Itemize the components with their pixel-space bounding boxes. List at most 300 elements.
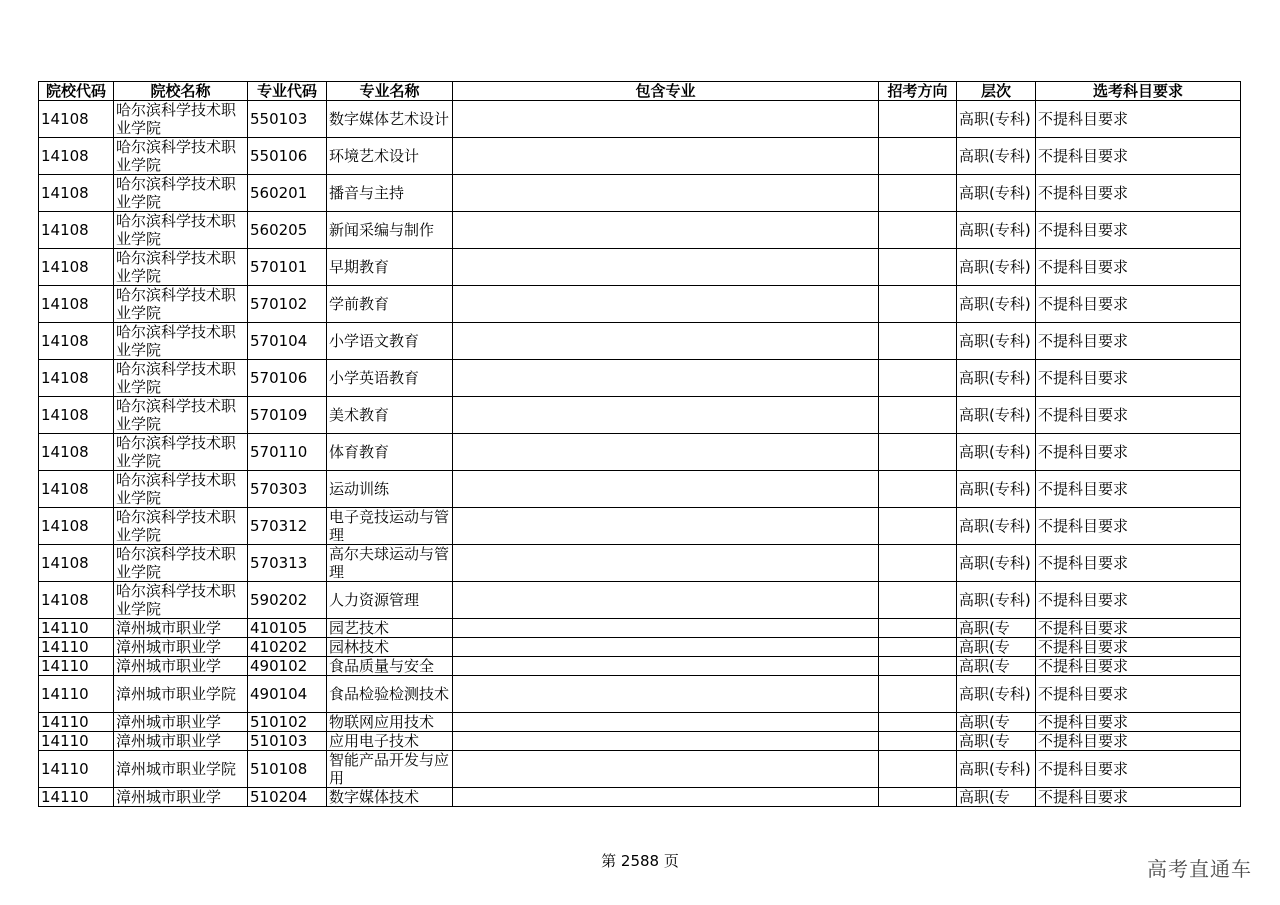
cell-school-code bbox=[39, 788, 114, 807]
cell-school-code-text: 14110 bbox=[41, 713, 89, 731]
cell-major-code-text: 570104 bbox=[250, 332, 308, 350]
cell-subject-requirement-text: 不提科目要求 bbox=[1038, 480, 1129, 498]
cell-major-name bbox=[327, 397, 453, 434]
cell-school-name bbox=[114, 434, 248, 471]
cell-school-name bbox=[114, 657, 248, 676]
cell-level bbox=[957, 619, 1036, 638]
cell-school-name bbox=[114, 638, 248, 657]
cell-major-code bbox=[248, 101, 327, 138]
cell-subject-requirement-text: 不提科目要求 bbox=[1038, 638, 1129, 656]
cell-major-code bbox=[248, 138, 327, 175]
cell-major-code-text: 510102 bbox=[250, 713, 308, 731]
cell-major-code bbox=[248, 175, 327, 212]
cell-subject-requirement-text: 不提科目要求 bbox=[1038, 657, 1129, 675]
cell-school-code bbox=[39, 101, 114, 138]
cell-major-code-text: 570106 bbox=[250, 369, 308, 387]
cell-major-code bbox=[248, 471, 327, 508]
cell-major-code bbox=[248, 323, 327, 360]
cell-major-name bbox=[327, 434, 453, 471]
cell-school-code bbox=[39, 434, 114, 471]
header-included-majors: 包含专业 bbox=[453, 82, 879, 101]
cell-subject-requirement bbox=[1036, 713, 1241, 732]
cell-subject-requirement-text: 不提科目要求 bbox=[1038, 221, 1129, 239]
cell-school-name bbox=[114, 397, 248, 434]
cell-included-majors bbox=[453, 175, 879, 212]
cell-included-majors bbox=[453, 397, 879, 434]
table-row bbox=[39, 619, 1241, 638]
cell-school-code bbox=[39, 657, 114, 676]
cell-level-text: 高职(专科) bbox=[959, 760, 1031, 778]
table-row bbox=[39, 508, 1241, 545]
cell-major-code bbox=[248, 545, 327, 582]
cell-major-code-text: 570312 bbox=[250, 517, 308, 535]
cell-subject-requirement-text: 不提科目要求 bbox=[1038, 332, 1129, 350]
cell-subject-requirement bbox=[1036, 657, 1241, 676]
cell-school-code-text: 14108 bbox=[41, 591, 89, 609]
cell-direction bbox=[879, 657, 957, 676]
cell-school-name-text: 哈尔滨科学技术职业学院 bbox=[116, 508, 237, 544]
cell-major-name-text: 小学语文教育 bbox=[329, 332, 420, 350]
cell-major-code bbox=[248, 751, 327, 788]
header-level: 层次 bbox=[957, 82, 1036, 101]
cell-school-name-text: 哈尔滨科学技术职业学院 bbox=[116, 582, 237, 618]
cell-major-code-text: 570303 bbox=[250, 480, 308, 498]
cell-school-name bbox=[114, 101, 248, 138]
cell-included-majors bbox=[453, 638, 879, 657]
cell-subject-requirement bbox=[1036, 360, 1241, 397]
cell-subject-requirement-text: 不提科目要求 bbox=[1038, 110, 1129, 128]
cell-included-majors bbox=[453, 657, 879, 676]
table-row bbox=[39, 471, 1241, 508]
cell-subject-requirement bbox=[1036, 508, 1241, 545]
cell-included-majors bbox=[453, 732, 879, 751]
cell-school-name-text: 漳州城市职业学 bbox=[116, 619, 222, 637]
cell-direction bbox=[879, 138, 957, 175]
cell-subject-requirement-text: 不提科目要求 bbox=[1038, 554, 1129, 572]
cell-level-text: 高职(专科) bbox=[959, 184, 1031, 202]
cell-major-name bbox=[327, 638, 453, 657]
cell-major-name-text: 人力资源管理 bbox=[329, 591, 420, 609]
cell-direction bbox=[879, 638, 957, 657]
cell-major-name bbox=[327, 676, 453, 713]
cell-school-code-text: 14110 bbox=[41, 760, 89, 778]
table-row bbox=[39, 545, 1241, 582]
cell-subject-requirement bbox=[1036, 545, 1241, 582]
cell-major-code-text: 490104 bbox=[250, 685, 308, 703]
cell-level bbox=[957, 657, 1036, 676]
cell-major-code bbox=[248, 676, 327, 713]
cell-school-code bbox=[39, 545, 114, 582]
cell-school-name-text: 哈尔滨科学技术职业学院 bbox=[116, 323, 237, 359]
cell-included-majors bbox=[453, 249, 879, 286]
cell-major-name bbox=[327, 360, 453, 397]
cell-major-code-text: 560205 bbox=[250, 221, 308, 239]
table-row bbox=[39, 713, 1241, 732]
cell-school-code-text: 14110 bbox=[41, 788, 89, 806]
cell-subject-requirement-text: 不提科目要求 bbox=[1038, 713, 1129, 731]
cell-major-name bbox=[327, 582, 453, 619]
cell-level-text: 高职(专 bbox=[959, 732, 1010, 750]
cell-subject-requirement-text: 不提科目要求 bbox=[1038, 406, 1129, 424]
cell-major-code-text: 570109 bbox=[250, 406, 308, 424]
cell-level bbox=[957, 286, 1036, 323]
cell-school-name-text: 哈尔滨科学技术职业学院 bbox=[116, 212, 237, 248]
cell-subject-requirement bbox=[1036, 471, 1241, 508]
table-row bbox=[39, 751, 1241, 788]
cell-major-name-text: 数字媒体艺术设计 bbox=[329, 110, 450, 128]
table-row bbox=[39, 323, 1241, 360]
cell-level-text: 高职(专科) bbox=[959, 110, 1031, 128]
cell-direction bbox=[879, 286, 957, 323]
cell-major-code bbox=[248, 397, 327, 434]
page-number: 第 2588 页 bbox=[601, 852, 679, 870]
cell-school-code bbox=[39, 397, 114, 434]
cell-school-code-text: 14108 bbox=[41, 406, 89, 424]
cell-level-text: 高职(专科) bbox=[959, 685, 1031, 703]
cell-level bbox=[957, 175, 1036, 212]
cell-level bbox=[957, 360, 1036, 397]
cell-school-code-text: 14108 bbox=[41, 443, 89, 461]
cell-subject-requirement-text: 不提科目要求 bbox=[1038, 788, 1129, 806]
cell-level-text: 高职(专科) bbox=[959, 221, 1031, 239]
cell-level-text: 高职(专 bbox=[959, 619, 1010, 637]
cell-subject-requirement-text: 不提科目要求 bbox=[1038, 685, 1129, 703]
cell-school-name bbox=[114, 788, 248, 807]
cell-level bbox=[957, 138, 1036, 175]
cell-included-majors bbox=[453, 101, 879, 138]
cell-level bbox=[957, 471, 1036, 508]
cell-major-name bbox=[327, 788, 453, 807]
cell-school-name-text: 漳州城市职业学 bbox=[116, 788, 222, 806]
table-row bbox=[39, 286, 1241, 323]
cell-major-name-text: 食品检验检测技术 bbox=[329, 685, 450, 703]
cell-direction bbox=[879, 323, 957, 360]
cell-level bbox=[957, 212, 1036, 249]
cell-school-code-text: 14108 bbox=[41, 554, 89, 572]
cell-school-name-text: 哈尔滨科学技术职业学院 bbox=[116, 360, 237, 396]
cell-level bbox=[957, 249, 1036, 286]
cell-direction bbox=[879, 732, 957, 751]
header-row bbox=[39, 82, 1241, 101]
cell-level-text: 高职(专 bbox=[959, 657, 1010, 675]
cell-level-text: 高职(专 bbox=[959, 788, 1010, 806]
header-major-name: 专业名称 bbox=[327, 82, 453, 101]
table-row bbox=[39, 397, 1241, 434]
cell-subject-requirement bbox=[1036, 101, 1241, 138]
cell-major-name-text: 食品质量与安全 bbox=[329, 657, 435, 675]
cell-subject-requirement-text: 不提科目要求 bbox=[1038, 184, 1129, 202]
cell-school-name-text: 哈尔滨科学技术职业学院 bbox=[116, 397, 237, 433]
cell-school-name bbox=[114, 676, 248, 713]
cell-school-name-text: 漳州城市职业学院 bbox=[116, 760, 237, 778]
table-row bbox=[39, 360, 1241, 397]
cell-major-name bbox=[327, 732, 453, 751]
cell-subject-requirement bbox=[1036, 582, 1241, 619]
cell-subject-requirement bbox=[1036, 212, 1241, 249]
cell-subject-requirement-text: 不提科目要求 bbox=[1038, 295, 1129, 313]
cell-major-code bbox=[248, 619, 327, 638]
cell-major-code-text: 550103 bbox=[250, 110, 308, 128]
cell-major-name bbox=[327, 212, 453, 249]
cell-major-code-text: 570101 bbox=[250, 258, 308, 276]
cell-school-code-text: 14108 bbox=[41, 295, 89, 313]
cell-school-name-text: 哈尔滨科学技术职业学院 bbox=[116, 175, 237, 211]
cell-school-code-text: 14110 bbox=[41, 732, 89, 750]
cell-major-code-text: 570102 bbox=[250, 295, 308, 313]
cell-school-name-text: 漳州城市职业学 bbox=[116, 732, 222, 750]
cell-major-name bbox=[327, 323, 453, 360]
cell-major-code-text: 550106 bbox=[250, 147, 308, 165]
cell-school-name-text: 哈尔滨科学技术职业学院 bbox=[116, 545, 237, 581]
cell-level-text: 高职(专科) bbox=[959, 406, 1031, 424]
cell-school-code bbox=[39, 732, 114, 751]
header-school-code: 院校代码 bbox=[39, 82, 114, 101]
table-row bbox=[39, 582, 1241, 619]
cell-level-text: 高职(专科) bbox=[959, 369, 1031, 387]
cell-school-code-text: 14108 bbox=[41, 369, 89, 387]
cell-included-majors bbox=[453, 471, 879, 508]
cell-school-code bbox=[39, 323, 114, 360]
cell-school-name bbox=[114, 508, 248, 545]
cell-school-code-text: 14108 bbox=[41, 110, 89, 128]
cell-major-name-text: 智能产品开发与应用 bbox=[329, 751, 450, 787]
cell-major-name bbox=[327, 175, 453, 212]
cell-major-code-text: 570313 bbox=[250, 554, 308, 572]
cell-subject-requirement-text: 不提科目要求 bbox=[1038, 369, 1129, 387]
table-row bbox=[39, 212, 1241, 249]
cell-major-name-text: 电子竞技运动与管理 bbox=[329, 508, 450, 544]
cell-level-text: 高职(专科) bbox=[959, 258, 1031, 276]
table-row bbox=[39, 676, 1241, 713]
cell-major-code-text: 410202 bbox=[250, 638, 308, 656]
cell-major-name-text: 美术教育 bbox=[329, 406, 390, 424]
cell-subject-requirement-text: 不提科目要求 bbox=[1038, 591, 1129, 609]
cell-school-name bbox=[114, 545, 248, 582]
admission-table bbox=[38, 81, 1241, 807]
cell-level-text: 高职(专科) bbox=[959, 480, 1031, 498]
cell-major-name-text: 早期教育 bbox=[329, 258, 390, 276]
cell-subject-requirement-text: 不提科目要求 bbox=[1038, 760, 1129, 778]
cell-level-text: 高职(专科) bbox=[959, 443, 1031, 461]
cell-school-name-text: 哈尔滨科学技术职业学院 bbox=[116, 138, 237, 174]
cell-school-code-text: 14110 bbox=[41, 619, 89, 637]
cell-school-name bbox=[114, 138, 248, 175]
cell-major-code-text: 560201 bbox=[250, 184, 308, 202]
cell-major-name-text: 园艺技术 bbox=[329, 619, 390, 637]
cell-subject-requirement bbox=[1036, 434, 1241, 471]
cell-level bbox=[957, 751, 1036, 788]
cell-included-majors bbox=[453, 508, 879, 545]
cell-major-code bbox=[248, 732, 327, 751]
cell-school-name bbox=[114, 286, 248, 323]
cell-major-name bbox=[327, 249, 453, 286]
cell-school-name bbox=[114, 471, 248, 508]
cell-subject-requirement bbox=[1036, 286, 1241, 323]
cell-major-code-text: 510108 bbox=[250, 760, 308, 778]
cell-school-code bbox=[39, 582, 114, 619]
header-subject-requirement: 选考科目要求 bbox=[1036, 82, 1241, 101]
cell-school-name bbox=[114, 732, 248, 751]
cell-major-name-text: 学前教育 bbox=[329, 295, 390, 313]
cell-included-majors bbox=[453, 323, 879, 360]
cell-major-name-text: 小学英语教育 bbox=[329, 369, 420, 387]
cell-major-name-text: 运动训练 bbox=[329, 480, 390, 498]
cell-major-code bbox=[248, 286, 327, 323]
cell-school-code bbox=[39, 676, 114, 713]
cell-included-majors bbox=[453, 360, 879, 397]
cell-major-code-text: 490102 bbox=[250, 657, 308, 675]
cell-level-text: 高职(专科) bbox=[959, 591, 1031, 609]
cell-major-name-text: 数字媒体技术 bbox=[329, 788, 420, 806]
cell-subject-requirement bbox=[1036, 619, 1241, 638]
cell-major-name bbox=[327, 713, 453, 732]
cell-included-majors bbox=[453, 434, 879, 471]
cell-major-code-text: 510103 bbox=[250, 732, 308, 750]
cell-direction bbox=[879, 788, 957, 807]
cell-level bbox=[957, 788, 1036, 807]
cell-school-code bbox=[39, 175, 114, 212]
cell-school-code-text: 14108 bbox=[41, 517, 89, 535]
header-school-name: 院校名称 bbox=[114, 82, 248, 101]
cell-direction bbox=[879, 434, 957, 471]
cell-major-name bbox=[327, 101, 453, 138]
cell-major-name-text: 播音与主持 bbox=[329, 184, 405, 202]
header-major-code: 专业代码 bbox=[248, 82, 327, 101]
cell-school-code-text: 14110 bbox=[41, 638, 89, 656]
cell-included-majors bbox=[453, 676, 879, 713]
cell-direction bbox=[879, 713, 957, 732]
cell-subject-requirement-text: 不提科目要求 bbox=[1038, 619, 1129, 637]
cell-major-code bbox=[248, 249, 327, 286]
table-row bbox=[39, 175, 1241, 212]
cell-subject-requirement bbox=[1036, 751, 1241, 788]
cell-level bbox=[957, 101, 1036, 138]
cell-major-name bbox=[327, 286, 453, 323]
cell-direction bbox=[879, 360, 957, 397]
cell-school-code-text: 14108 bbox=[41, 147, 89, 165]
cell-major-code bbox=[248, 212, 327, 249]
cell-major-name-text: 应用电子技术 bbox=[329, 732, 420, 750]
cell-level bbox=[957, 323, 1036, 360]
cell-major-name-text: 环境艺术设计 bbox=[329, 147, 420, 165]
cell-major-code bbox=[248, 508, 327, 545]
cell-included-majors bbox=[453, 286, 879, 323]
cell-direction bbox=[879, 175, 957, 212]
cell-included-majors bbox=[453, 212, 879, 249]
cell-included-majors bbox=[453, 751, 879, 788]
cell-included-majors bbox=[453, 582, 879, 619]
cell-school-name-text: 哈尔滨科学技术职业学院 bbox=[116, 471, 237, 507]
cell-school-code bbox=[39, 638, 114, 657]
cell-major-name-text: 新闻采编与制作 bbox=[329, 221, 435, 239]
cell-included-majors bbox=[453, 788, 879, 807]
cell-school-name-text: 漳州城市职业学 bbox=[116, 657, 222, 675]
cell-school-code-text: 14108 bbox=[41, 221, 89, 239]
cell-major-name-text: 高尔夫球运动与管理 bbox=[329, 545, 450, 581]
cell-school-name bbox=[114, 323, 248, 360]
cell-subject-requirement bbox=[1036, 397, 1241, 434]
cell-school-name bbox=[114, 249, 248, 286]
cell-school-name bbox=[114, 175, 248, 212]
cell-subject-requirement-text: 不提科目要求 bbox=[1038, 732, 1129, 750]
cell-school-name bbox=[114, 619, 248, 638]
cell-school-code-text: 14110 bbox=[41, 685, 89, 703]
watermark: 高考直通车 bbox=[1147, 857, 1252, 881]
cell-school-name bbox=[114, 360, 248, 397]
cell-level-text: 高职(专 bbox=[959, 713, 1010, 731]
cell-school-name-text: 哈尔滨科学技术职业学院 bbox=[116, 286, 237, 322]
cell-direction bbox=[879, 751, 957, 788]
cell-school-name-text: 漳州城市职业学院 bbox=[116, 685, 237, 703]
cell-school-code-text: 14108 bbox=[41, 184, 89, 202]
cell-school-code bbox=[39, 751, 114, 788]
cell-level bbox=[957, 545, 1036, 582]
cell-major-code-text: 510204 bbox=[250, 788, 308, 806]
cell-direction bbox=[879, 508, 957, 545]
cell-major-name bbox=[327, 657, 453, 676]
cell-school-code bbox=[39, 360, 114, 397]
cell-subject-requirement bbox=[1036, 249, 1241, 286]
table-row bbox=[39, 434, 1241, 471]
table-row bbox=[39, 788, 1241, 807]
table-row bbox=[39, 657, 1241, 676]
cell-school-name bbox=[114, 751, 248, 788]
cell-level bbox=[957, 732, 1036, 751]
cell-major-code bbox=[248, 582, 327, 619]
cell-direction bbox=[879, 619, 957, 638]
cell-major-code bbox=[248, 434, 327, 471]
cell-direction bbox=[879, 249, 957, 286]
cell-subject-requirement bbox=[1036, 323, 1241, 360]
cell-school-code bbox=[39, 138, 114, 175]
cell-school-code bbox=[39, 249, 114, 286]
cell-major-name bbox=[327, 751, 453, 788]
cell-school-name-text: 哈尔滨科学技术职业学院 bbox=[116, 249, 237, 285]
cell-direction bbox=[879, 582, 957, 619]
cell-major-code bbox=[248, 638, 327, 657]
cell-major-name-text: 园林技术 bbox=[329, 638, 390, 656]
cell-included-majors bbox=[453, 138, 879, 175]
cell-subject-requirement bbox=[1036, 138, 1241, 175]
cell-direction bbox=[879, 471, 957, 508]
cell-major-code-text: 570110 bbox=[250, 443, 308, 461]
cell-level-text: 高职(专科) bbox=[959, 295, 1031, 313]
cell-direction bbox=[879, 676, 957, 713]
cell-level-text: 高职(专科) bbox=[959, 332, 1031, 350]
cell-school-code bbox=[39, 619, 114, 638]
cell-school-name bbox=[114, 713, 248, 732]
cell-major-code-text: 410105 bbox=[250, 619, 308, 637]
cell-subject-requirement-text: 不提科目要求 bbox=[1038, 517, 1129, 535]
cell-major-code bbox=[248, 788, 327, 807]
cell-level bbox=[957, 508, 1036, 545]
cell-school-code-text: 14108 bbox=[41, 480, 89, 498]
cell-subject-requirement-text: 不提科目要求 bbox=[1038, 147, 1129, 165]
cell-level bbox=[957, 434, 1036, 471]
table-row bbox=[39, 138, 1241, 175]
table-row bbox=[39, 638, 1241, 657]
cell-level bbox=[957, 582, 1036, 619]
cell-school-code bbox=[39, 508, 114, 545]
cell-major-code-text: 590202 bbox=[250, 591, 308, 609]
cell-major-code bbox=[248, 360, 327, 397]
table-row bbox=[39, 249, 1241, 286]
table-row bbox=[39, 101, 1241, 138]
cell-level bbox=[957, 676, 1036, 713]
table-row bbox=[39, 732, 1241, 751]
cell-school-name bbox=[114, 212, 248, 249]
cell-school-code-text: 14108 bbox=[41, 258, 89, 276]
